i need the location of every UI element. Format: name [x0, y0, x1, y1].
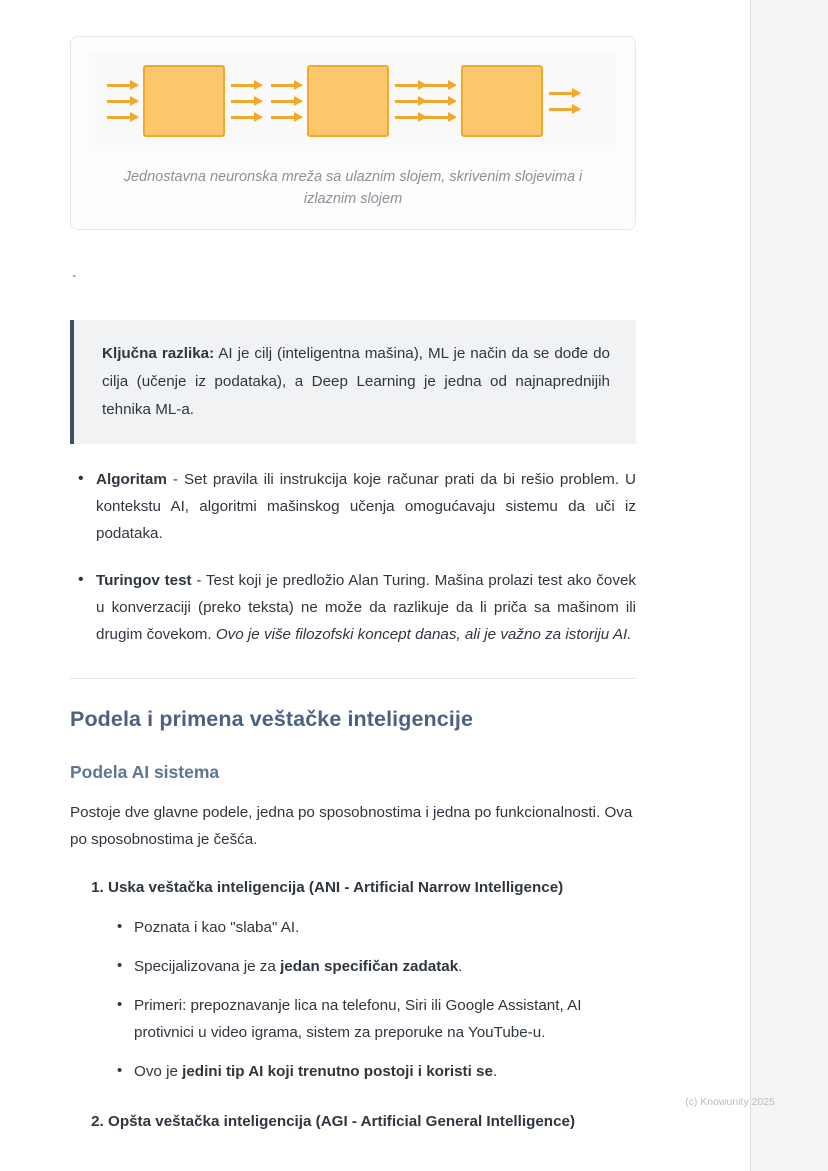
hidden-arrows-2-icon	[271, 84, 301, 119]
right-scroll-rail[interactable]	[750, 0, 828, 1171]
list-item	[134, 954, 636, 980]
point-bold: jedini tip AI koji trenutno postoji i koristi se	[182, 1062, 493, 1080]
point-text: Primeri: prepoznavanje lica na telefonu, Siri ili Google Assistant, AI protivnici u video igrama, sistem za preporuke na YouTube-u.	[134, 997, 582, 1041]
input-arrows-icon	[107, 84, 137, 119]
ai-types-list	[70, 875, 636, 1134]
hidden-arrows-4-icon	[425, 84, 455, 119]
ani-points	[108, 915, 636, 1085]
section-intro: Postoje dve glavne podele, jedna po sposobnostima i jedna po funkcionalnosti. Ova po sposobnostima je češća.	[70, 804, 633, 849]
ai-type-title: Uska veštačka inteligencija (ANI - Artificial Narrow Intelligence)	[108, 879, 564, 897]
term-name: Algoritam	[96, 470, 167, 488]
list-item	[134, 1059, 636, 1085]
term-dash: -	[166, 470, 184, 488]
point-text: Ovo je	[134, 1062, 183, 1080]
point-text: Specijalizovana je za	[134, 958, 281, 976]
figure-caption: Jednostavna neuronska mreža sa ulaznim slojem, skrivenim slojevima i izlaznim slojem	[123, 169, 583, 207]
term-definition: Set pravila ili instrukcija koje računar prati da bi rešio problem. U kontekstu AI, algoritmi mašinskog učenja omogućavaju sistemu da uči iz podataka.	[96, 470, 637, 542]
hidden-arrows-1-icon	[231, 84, 261, 119]
section-divider	[70, 678, 636, 679]
list-item	[96, 567, 636, 648]
term-list	[70, 466, 636, 648]
callout-label: Ključna razlika:	[102, 344, 215, 362]
list-item	[96, 466, 636, 547]
point-tail: .	[492, 1062, 498, 1080]
document-content	[70, 0, 636, 1143]
term-dash: -	[191, 572, 206, 590]
page-title: Podela i primena veštačke inteligencije	[70, 707, 474, 732]
output-arrows-icon	[549, 92, 579, 111]
layer-box-output	[461, 65, 543, 137]
figure-card	[70, 36, 636, 230]
term-definition: Test koji je predložio Alan Turing. Mašina prolazi test ako čovek u konverzaciji (preko teksta) ne može da razlikuje da li priča sa mašinom ili drugim čovekom.	[96, 572, 636, 644]
list-item	[108, 875, 636, 1085]
point-tail: .	[458, 958, 463, 976]
section-subtitle: Podela AI sistema	[70, 762, 220, 783]
layer-box-input	[143, 65, 225, 137]
list-item	[108, 1109, 636, 1135]
ai-type-title: Opšta veštačka inteligencija (AGI - Artificial General Intelligence)	[108, 1112, 576, 1130]
hidden-arrows-3-icon	[395, 84, 425, 119]
layer-box-hidden	[307, 65, 389, 137]
list-item	[134, 993, 636, 1045]
point-bold: jedan specifičan zadatak	[280, 958, 459, 976]
list-item	[134, 915, 636, 941]
watermark: (c) Knowunity 2025	[685, 1096, 775, 1108]
key-difference-callout	[70, 320, 636, 444]
term-note: Ovo je više filozofski koncept danas, ali je važno za istoriju AI.	[215, 626, 632, 644]
callout-text: AI je cilj (inteligentna mašina), ML je način da se dođe do cilja (učenje iz podataka), a Deep Learning je jedna od najnaprednijih tehnika ML-a.	[102, 344, 610, 418]
point-text: Poznata i kao "slaba" AI.	[134, 919, 300, 937]
stray-backtick: `	[70, 273, 79, 290]
term-name: Turingov test	[96, 572, 192, 590]
neural-network-diagram	[89, 51, 617, 151]
